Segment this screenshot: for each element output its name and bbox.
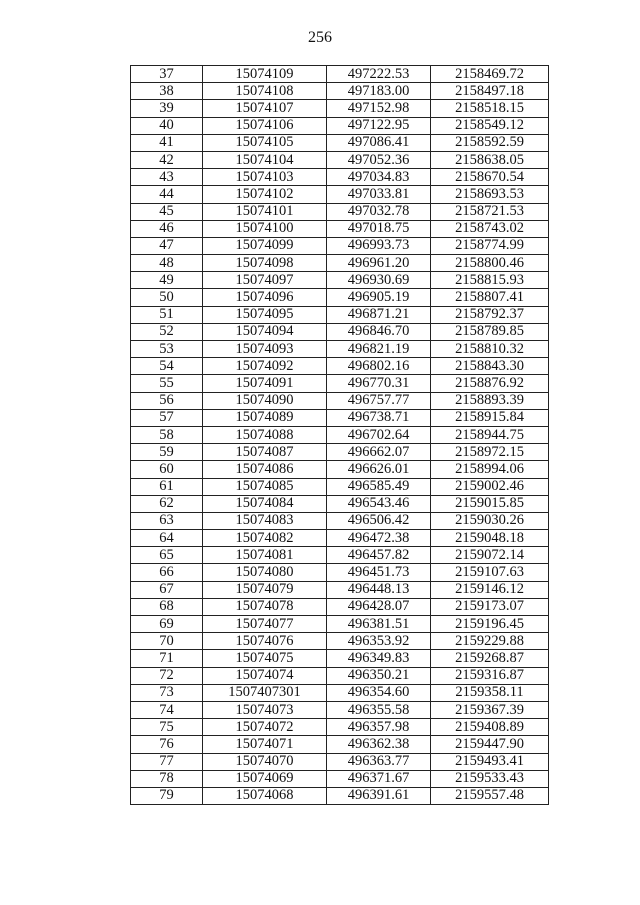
x-coordinate-cell: 496353.92 — [327, 633, 431, 650]
y-coordinate-cell: 2158774.99 — [431, 237, 549, 254]
point-id-cell: 15074085 — [203, 478, 327, 495]
table-row — [131, 83, 549, 100]
table-row — [131, 151, 549, 168]
point-id-cell: 15074096 — [203, 289, 327, 306]
table-row — [131, 444, 549, 461]
x-coordinate-cell: 496871.21 — [327, 306, 431, 323]
point-id-cell: 15074078 — [203, 598, 327, 615]
y-coordinate-cell: 2158944.75 — [431, 426, 549, 443]
x-coordinate-cell: 496349.83 — [327, 650, 431, 667]
point-id-cell: 15074069 — [203, 770, 327, 787]
table-row — [131, 237, 549, 254]
y-coordinate-cell: 2159229.88 — [431, 633, 549, 650]
row-index-cell: 72 — [131, 667, 203, 684]
row-index-cell: 49 — [131, 272, 203, 289]
row-index-cell: 75 — [131, 719, 203, 736]
x-coordinate-cell: 496821.19 — [327, 341, 431, 358]
table-row — [131, 220, 549, 237]
table-row — [131, 409, 549, 426]
row-index-cell: 53 — [131, 341, 203, 358]
point-id-cell: 15074107 — [203, 100, 327, 117]
row-index-cell: 43 — [131, 169, 203, 186]
point-id-cell: 15074102 — [203, 186, 327, 203]
x-coordinate-cell: 497033.81 — [327, 186, 431, 203]
y-coordinate-cell: 2158670.54 — [431, 169, 549, 186]
point-id-cell: 15074079 — [203, 581, 327, 598]
y-coordinate-cell: 2159002.46 — [431, 478, 549, 495]
y-coordinate-cell: 2158915.84 — [431, 409, 549, 426]
x-coordinate-cell: 497032.78 — [327, 203, 431, 220]
y-coordinate-cell: 2159030.26 — [431, 512, 549, 529]
row-index-cell: 56 — [131, 392, 203, 409]
x-coordinate-cell: 496770.31 — [327, 375, 431, 392]
row-index-cell: 47 — [131, 237, 203, 254]
table-row — [131, 169, 549, 186]
point-id-cell: 15074093 — [203, 341, 327, 358]
point-id-cell: 15074105 — [203, 134, 327, 151]
row-index-cell: 65 — [131, 547, 203, 564]
row-index-cell: 52 — [131, 323, 203, 340]
x-coordinate-cell: 496702.64 — [327, 426, 431, 443]
y-coordinate-cell: 2158693.53 — [431, 186, 549, 203]
table-row — [131, 134, 549, 151]
point-id-cell: 15074109 — [203, 66, 327, 83]
y-coordinate-cell: 2159367.39 — [431, 701, 549, 718]
x-coordinate-cell: 496448.13 — [327, 581, 431, 598]
y-coordinate-cell: 2158592.59 — [431, 134, 549, 151]
point-id-cell: 15074108 — [203, 83, 327, 100]
y-coordinate-cell: 2158792.37 — [431, 306, 549, 323]
y-coordinate-cell: 2159196.45 — [431, 616, 549, 633]
table-row — [131, 719, 549, 736]
x-coordinate-cell: 496428.07 — [327, 598, 431, 615]
x-coordinate-cell: 496350.21 — [327, 667, 431, 684]
x-coordinate-cell: 496371.67 — [327, 770, 431, 787]
x-coordinate-cell: 496391.61 — [327, 787, 431, 804]
y-coordinate-cell: 2159072.14 — [431, 547, 549, 564]
row-index-cell: 64 — [131, 530, 203, 547]
table-row — [131, 341, 549, 358]
table-row — [131, 100, 549, 117]
x-coordinate-cell: 496930.69 — [327, 272, 431, 289]
row-index-cell: 61 — [131, 478, 203, 495]
table-row — [131, 186, 549, 203]
y-coordinate-cell: 2159146.12 — [431, 581, 549, 598]
x-coordinate-cell: 496451.73 — [327, 564, 431, 581]
row-index-cell: 38 — [131, 83, 203, 100]
table-row — [131, 787, 549, 804]
row-index-cell: 71 — [131, 650, 203, 667]
table-row — [131, 547, 549, 564]
point-id-cell: 15074083 — [203, 512, 327, 529]
x-coordinate-cell: 497183.00 — [327, 83, 431, 100]
row-index-cell: 59 — [131, 444, 203, 461]
table-row — [131, 598, 549, 615]
point-id-cell: 15074077 — [203, 616, 327, 633]
y-coordinate-cell: 2159408.89 — [431, 719, 549, 736]
y-coordinate-cell: 2158800.46 — [431, 255, 549, 272]
y-coordinate-cell: 2158638.05 — [431, 151, 549, 168]
x-coordinate-cell: 496355.58 — [327, 701, 431, 718]
y-coordinate-cell: 2159173.07 — [431, 598, 549, 615]
table-row — [131, 478, 549, 495]
table-row — [131, 289, 549, 306]
x-coordinate-cell: 496543.46 — [327, 495, 431, 512]
table-row — [131, 753, 549, 770]
row-index-cell: 69 — [131, 616, 203, 633]
y-coordinate-cell: 2158876.92 — [431, 375, 549, 392]
row-index-cell: 57 — [131, 409, 203, 426]
y-coordinate-cell: 2159557.48 — [431, 787, 549, 804]
table-row — [131, 117, 549, 134]
point-id-cell: 15074072 — [203, 719, 327, 736]
point-id-cell: 15074104 — [203, 151, 327, 168]
table-row — [131, 358, 549, 375]
row-index-cell: 58 — [131, 426, 203, 443]
y-coordinate-cell: 2158518.15 — [431, 100, 549, 117]
table-row — [131, 650, 549, 667]
table-row — [131, 66, 549, 83]
y-coordinate-cell: 2158893.39 — [431, 392, 549, 409]
x-coordinate-cell: 496738.71 — [327, 409, 431, 426]
x-coordinate-cell: 497052.36 — [327, 151, 431, 168]
x-coordinate-cell: 496457.82 — [327, 547, 431, 564]
table-row — [131, 512, 549, 529]
row-index-cell: 51 — [131, 306, 203, 323]
row-index-cell: 79 — [131, 787, 203, 804]
table-row — [131, 323, 549, 340]
row-index-cell: 67 — [131, 581, 203, 598]
y-coordinate-cell: 2159493.41 — [431, 753, 549, 770]
y-coordinate-cell: 2159107.63 — [431, 564, 549, 581]
row-index-cell: 54 — [131, 358, 203, 375]
y-coordinate-cell: 2158810.32 — [431, 341, 549, 358]
page-number: 256 — [308, 29, 332, 46]
point-id-cell: 15074071 — [203, 736, 327, 753]
point-id-cell: 15074070 — [203, 753, 327, 770]
row-index-cell: 63 — [131, 512, 203, 529]
coordinates-table — [130, 65, 549, 805]
x-coordinate-cell: 496846.70 — [327, 323, 431, 340]
table-row — [131, 203, 549, 220]
point-id-cell: 15074080 — [203, 564, 327, 581]
y-coordinate-cell: 2158807.41 — [431, 289, 549, 306]
point-id-cell: 15074090 — [203, 392, 327, 409]
y-coordinate-cell: 2158549.12 — [431, 117, 549, 134]
table-row — [131, 633, 549, 650]
table-row — [131, 581, 549, 598]
table-row — [131, 667, 549, 684]
x-coordinate-cell: 497152.98 — [327, 100, 431, 117]
table-row — [131, 684, 549, 701]
y-coordinate-cell: 2158843.30 — [431, 358, 549, 375]
point-id-cell: 15074092 — [203, 358, 327, 375]
point-id-cell: 15074100 — [203, 220, 327, 237]
y-coordinate-cell: 2158972.15 — [431, 444, 549, 461]
point-id-cell: 15074074 — [203, 667, 327, 684]
row-index-cell: 50 — [131, 289, 203, 306]
point-id-cell: 15074068 — [203, 787, 327, 804]
point-id-cell: 15074094 — [203, 323, 327, 340]
point-id-cell: 15074075 — [203, 650, 327, 667]
x-coordinate-cell: 497222.53 — [327, 66, 431, 83]
y-coordinate-cell: 2158994.06 — [431, 461, 549, 478]
point-id-cell: 15074101 — [203, 203, 327, 220]
table-row — [131, 306, 549, 323]
point-id-cell: 15074087 — [203, 444, 327, 461]
y-coordinate-cell: 2158743.02 — [431, 220, 549, 237]
row-index-cell: 60 — [131, 461, 203, 478]
table-row — [131, 426, 549, 443]
row-index-cell: 70 — [131, 633, 203, 650]
x-coordinate-cell: 496362.38 — [327, 736, 431, 753]
x-coordinate-cell: 497086.41 — [327, 134, 431, 151]
x-coordinate-cell: 496506.42 — [327, 512, 431, 529]
row-index-cell: 62 — [131, 495, 203, 512]
row-index-cell: 48 — [131, 255, 203, 272]
table-row — [131, 495, 549, 512]
table-row — [131, 272, 549, 289]
x-coordinate-cell: 496993.73 — [327, 237, 431, 254]
row-index-cell: 74 — [131, 701, 203, 718]
y-coordinate-cell: 2159015.85 — [431, 495, 549, 512]
row-index-cell: 46 — [131, 220, 203, 237]
point-id-cell: 15074103 — [203, 169, 327, 186]
point-id-cell: 15074076 — [203, 633, 327, 650]
x-coordinate-cell: 496662.07 — [327, 444, 431, 461]
point-id-cell: 15074073 — [203, 701, 327, 718]
row-index-cell: 41 — [131, 134, 203, 151]
table-row — [131, 530, 549, 547]
y-coordinate-cell: 2159533.43 — [431, 770, 549, 787]
row-index-cell: 37 — [131, 66, 203, 83]
row-index-cell: 68 — [131, 598, 203, 615]
y-coordinate-cell: 2159358.11 — [431, 684, 549, 701]
table-row — [131, 461, 549, 478]
row-index-cell: 39 — [131, 100, 203, 117]
x-coordinate-cell: 496354.60 — [327, 684, 431, 701]
table-row — [131, 616, 549, 633]
x-coordinate-cell: 496585.49 — [327, 478, 431, 495]
y-coordinate-cell: 2158815.93 — [431, 272, 549, 289]
x-coordinate-cell: 496961.20 — [327, 255, 431, 272]
x-coordinate-cell: 496802.16 — [327, 358, 431, 375]
y-coordinate-cell: 2158497.18 — [431, 83, 549, 100]
row-index-cell: 40 — [131, 117, 203, 134]
point-id-cell: 1507407301 — [203, 684, 327, 701]
point-id-cell: 15074088 — [203, 426, 327, 443]
x-coordinate-cell: 496626.01 — [327, 461, 431, 478]
point-id-cell: 15074106 — [203, 117, 327, 134]
table-row — [131, 701, 549, 718]
table-row — [131, 736, 549, 753]
table-row — [131, 564, 549, 581]
point-id-cell: 15074095 — [203, 306, 327, 323]
y-coordinate-cell: 2159316.87 — [431, 667, 549, 684]
row-index-cell: 66 — [131, 564, 203, 581]
row-index-cell: 42 — [131, 151, 203, 168]
table-row — [131, 255, 549, 272]
point-id-cell: 15074089 — [203, 409, 327, 426]
y-coordinate-cell: 2159048.18 — [431, 530, 549, 547]
x-coordinate-cell: 496472.38 — [327, 530, 431, 547]
x-coordinate-cell: 496363.77 — [327, 753, 431, 770]
x-coordinate-cell: 497018.75 — [327, 220, 431, 237]
row-index-cell: 76 — [131, 736, 203, 753]
point-id-cell: 15074084 — [203, 495, 327, 512]
point-id-cell: 15074098 — [203, 255, 327, 272]
row-index-cell: 78 — [131, 770, 203, 787]
x-coordinate-cell: 496757.77 — [327, 392, 431, 409]
row-index-cell: 77 — [131, 753, 203, 770]
row-index-cell: 44 — [131, 186, 203, 203]
row-index-cell: 45 — [131, 203, 203, 220]
y-coordinate-cell: 2158789.85 — [431, 323, 549, 340]
y-coordinate-cell: 2158721.53 — [431, 203, 549, 220]
point-id-cell: 15074091 — [203, 375, 327, 392]
point-id-cell: 15074082 — [203, 530, 327, 547]
y-coordinate-cell: 2158469.72 — [431, 66, 549, 83]
point-id-cell: 15074099 — [203, 237, 327, 254]
y-coordinate-cell: 2159268.87 — [431, 650, 549, 667]
coordinates-table-body — [131, 66, 549, 805]
row-index-cell: 73 — [131, 684, 203, 701]
x-coordinate-cell: 496905.19 — [327, 289, 431, 306]
x-coordinate-cell: 496357.98 — [327, 719, 431, 736]
x-coordinate-cell: 497034.83 — [327, 169, 431, 186]
x-coordinate-cell: 497122.95 — [327, 117, 431, 134]
point-id-cell: 15074086 — [203, 461, 327, 478]
point-id-cell: 15074081 — [203, 547, 327, 564]
table-row — [131, 375, 549, 392]
y-coordinate-cell: 2159447.90 — [431, 736, 549, 753]
point-id-cell: 15074097 — [203, 272, 327, 289]
table-row — [131, 770, 549, 787]
table-row — [131, 392, 549, 409]
x-coordinate-cell: 496381.51 — [327, 616, 431, 633]
row-index-cell: 55 — [131, 375, 203, 392]
